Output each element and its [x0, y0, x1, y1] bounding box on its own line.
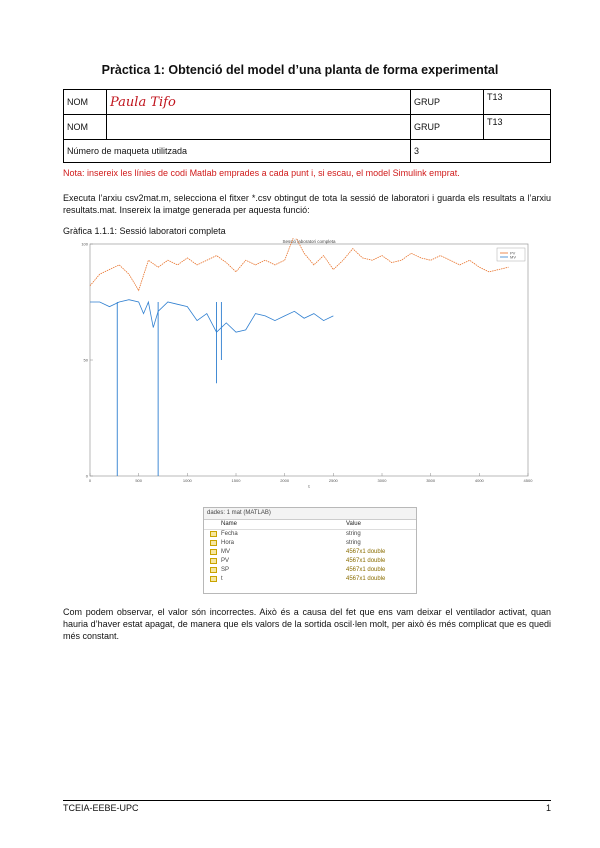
- chart-title: Sessió laboratori completa: [282, 239, 336, 244]
- figure-caption: Gràfica 1.1.1: Sessió laboratori completa: [63, 226, 226, 236]
- workspace-row[interactable]: MV 4567x1 double: [204, 548, 416, 557]
- nom-label-1: NOM: [64, 90, 107, 115]
- workspace-row[interactable]: Hora string: [204, 539, 416, 548]
- grup-value-2: T13: [484, 115, 551, 140]
- x-tick-label: 3500: [426, 478, 436, 483]
- x-tick-label: 1000: [182, 478, 192, 483]
- variable-icon: [210, 567, 217, 573]
- x-tick-label: 4500: [523, 478, 533, 483]
- workspace-col-value[interactable]: Value: [346, 521, 361, 527]
- workspace-row[interactable]: t 4567x1 double: [204, 575, 416, 584]
- workspace-header: [204, 520, 416, 530]
- x-tick-label: 500: [135, 478, 143, 483]
- nom-value-1: [107, 90, 411, 115]
- footer-divider: [63, 800, 551, 801]
- legend-pv-label: PV: [510, 250, 516, 256]
- y-tick-label: 0: [85, 473, 88, 479]
- y-tick-label: 100: [81, 241, 88, 247]
- x-tick-label: 1500: [231, 478, 241, 483]
- x-tick-label: 0: [88, 478, 92, 483]
- matlab-workspace-panel: [203, 507, 417, 594]
- grup-value-1: T13: [484, 90, 551, 115]
- grup-label-2: GRUP: [411, 115, 484, 140]
- variable-icon: [210, 540, 217, 546]
- instruction-text: Executa l’arxiu csv2mat.m, selecciona el fitxer *.csv obtingut de tota la sessió de laboratori i guarda els resultats a l’arxiu resultats.mat. Insereix la imatge generada per aquesta funció:: [63, 193, 551, 215]
- legend-mv-label: MV: [510, 254, 516, 260]
- page-title: Pràctica 1: Obtenció del model d’una planta de forma experimental: [101, 63, 499, 77]
- observation-text: Com podem observar, el valor són incorrectes. Això és a causa del fet que ens vam deixar el ventilador activat, quan hauria d’haver estat apagat, de manera que els valors de la sortida oscil·len molt, per això és més complicat que es quedi més constant.: [63, 607, 551, 641]
- red-note: Nota: insereix les línies de codi Matlab emprades a cada punt i, si escau, el model Simulink emprat.: [63, 168, 460, 178]
- workspace-row[interactable]: PV 4567x1 double: [204, 557, 416, 566]
- grup-label-1: GRUP: [411, 90, 484, 115]
- x-tick-label: 3000: [377, 478, 387, 483]
- chart-plot-area: [90, 244, 528, 476]
- student-info-table: [63, 89, 551, 163]
- page-number: 1: [545, 803, 551, 813]
- handwritten-name: Paula Tifo: [110, 94, 176, 110]
- workspace-col-name[interactable]: Name: [221, 521, 238, 527]
- x-tick-label: 2500: [328, 478, 338, 483]
- maqueta-label: Número de maqueta utilitzada: [64, 140, 411, 163]
- variable-icon: [210, 576, 217, 582]
- maqueta-value: 3: [411, 140, 551, 163]
- workspace-row[interactable]: SP 4567x1 double: [204, 566, 416, 575]
- chart-xlabel: t: [308, 484, 310, 489]
- nom-value-2: [107, 115, 411, 140]
- x-tick-label: 4000: [474, 478, 484, 483]
- workspace-title: dades: 1 mat (MATLAB): [204, 508, 416, 520]
- variable-icon: [210, 531, 217, 537]
- workspace-row[interactable]: Fecha string: [204, 530, 416, 539]
- variable-icon: [210, 549, 217, 555]
- variable-icon: [210, 558, 217, 564]
- session-chart: [80, 238, 540, 490]
- footer-label: TCEIA-EEBE-UPC: [63, 803, 139, 813]
- y-tick-label: 50: [83, 357, 88, 363]
- nom-label-2: NOM: [64, 115, 107, 140]
- x-tick-label: 2000: [280, 478, 290, 483]
